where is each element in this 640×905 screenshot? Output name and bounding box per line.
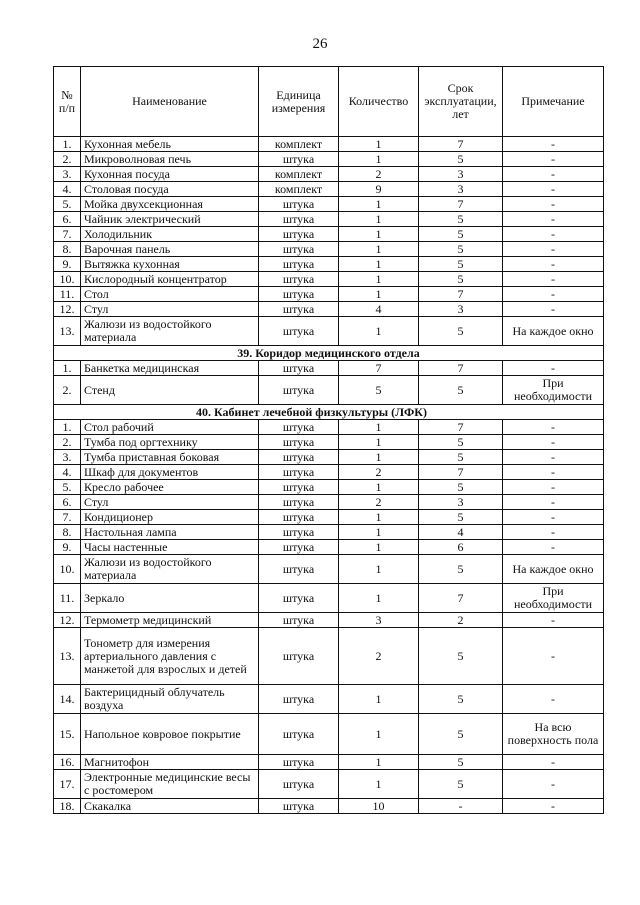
table-row bbox=[54, 613, 604, 628]
table-row bbox=[54, 540, 604, 555]
cell-life: 5 bbox=[419, 555, 503, 584]
cell-name: Стул bbox=[81, 495, 259, 510]
cell-life: 5 bbox=[419, 242, 503, 257]
header-life: Срок эксплуатации, лет bbox=[419, 67, 503, 137]
cell-life: 5 bbox=[419, 480, 503, 495]
cell-unit: штука bbox=[259, 376, 339, 405]
cell-name: Холодильник bbox=[81, 227, 259, 242]
table-row bbox=[54, 137, 604, 152]
cell-num: 5. bbox=[54, 480, 81, 495]
cell-note: - bbox=[503, 525, 604, 540]
cell-num: 11. bbox=[54, 287, 81, 302]
cell-life: 5 bbox=[419, 714, 503, 755]
cell-name: Чайник электрический bbox=[81, 212, 259, 227]
cell-num: 14. bbox=[54, 685, 81, 714]
cell-life: 3 bbox=[419, 182, 503, 197]
cell-num: 18. bbox=[54, 799, 81, 814]
cell-qty: 7 bbox=[339, 361, 419, 376]
cell-unit: штука bbox=[259, 317, 339, 346]
section-title: 40. Кабинет лечебной физкультуры (ЛФК) bbox=[54, 405, 604, 420]
cell-num: 4. bbox=[54, 182, 81, 197]
cell-qty: 2 bbox=[339, 465, 419, 480]
cell-qty: 1 bbox=[339, 685, 419, 714]
cell-qty: 2 bbox=[339, 495, 419, 510]
cell-num: 4. bbox=[54, 465, 81, 480]
cell-name: Кислородный концентратор bbox=[81, 272, 259, 287]
cell-qty: 1 bbox=[339, 540, 419, 555]
table-row bbox=[54, 555, 604, 584]
table-row bbox=[54, 227, 604, 242]
cell-unit: штука bbox=[259, 197, 339, 212]
table-row bbox=[54, 287, 604, 302]
cell-qty: 1 bbox=[339, 212, 419, 227]
cell-name: Стул bbox=[81, 302, 259, 317]
cell-unit: штука bbox=[259, 480, 339, 495]
cell-name: Напольное ковровое покрытие bbox=[81, 714, 259, 755]
table-row bbox=[54, 480, 604, 495]
cell-name: Столовая посуда bbox=[81, 182, 259, 197]
cell-note: - bbox=[503, 450, 604, 465]
cell-unit: штука bbox=[259, 495, 339, 510]
cell-note: - bbox=[503, 361, 604, 376]
cell-unit: штука bbox=[259, 540, 339, 555]
cell-qty: 1 bbox=[339, 420, 419, 435]
cell-life: 5 bbox=[419, 227, 503, 242]
cell-num: 6. bbox=[54, 212, 81, 227]
cell-note: - bbox=[503, 420, 604, 435]
cell-name: Кухонная посуда bbox=[81, 167, 259, 182]
cell-name: Стенд bbox=[81, 376, 259, 405]
table-row bbox=[54, 302, 604, 317]
cell-unit: штука bbox=[259, 257, 339, 272]
cell-unit: штука bbox=[259, 755, 339, 770]
table-row bbox=[54, 465, 604, 480]
cell-note: - bbox=[503, 257, 604, 272]
cell-unit: штука bbox=[259, 450, 339, 465]
cell-name: Шкаф для документов bbox=[81, 465, 259, 480]
cell-unit: штука bbox=[259, 510, 339, 525]
table-row bbox=[54, 714, 604, 755]
cell-note: - bbox=[503, 435, 604, 450]
cell-name: Варочная панель bbox=[81, 242, 259, 257]
cell-name: Микроволновая печь bbox=[81, 152, 259, 167]
table-row bbox=[54, 361, 604, 376]
table-row bbox=[54, 755, 604, 770]
cell-unit: штука bbox=[259, 613, 339, 628]
cell-life: 7 bbox=[419, 361, 503, 376]
cell-note: - bbox=[503, 242, 604, 257]
cell-qty: 9 bbox=[339, 182, 419, 197]
header-qty: Количество bbox=[339, 67, 419, 137]
cell-num: 1. bbox=[54, 137, 81, 152]
cell-life: 2 bbox=[419, 613, 503, 628]
table-row bbox=[54, 242, 604, 257]
cell-note: - bbox=[503, 197, 604, 212]
cell-num: 12. bbox=[54, 302, 81, 317]
cell-note: - bbox=[503, 465, 604, 480]
cell-qty: 3 bbox=[339, 613, 419, 628]
cell-unit: штука bbox=[259, 555, 339, 584]
cell-note: - bbox=[503, 540, 604, 555]
cell-unit: штука bbox=[259, 152, 339, 167]
section-heading-row bbox=[54, 405, 604, 420]
cell-unit: штука bbox=[259, 302, 339, 317]
cell-life: 3 bbox=[419, 495, 503, 510]
cell-num: 8. bbox=[54, 242, 81, 257]
cell-life: 7 bbox=[419, 420, 503, 435]
table-row bbox=[54, 197, 604, 212]
cell-qty: 1 bbox=[339, 197, 419, 212]
cell-unit: штука bbox=[259, 435, 339, 450]
cell-name: Банкетка медицинская bbox=[81, 361, 259, 376]
cell-qty: 4 bbox=[339, 302, 419, 317]
cell-note: - bbox=[503, 137, 604, 152]
cell-name: Настольная лампа bbox=[81, 525, 259, 540]
cell-name: Часы настенные bbox=[81, 540, 259, 555]
cell-qty: 1 bbox=[339, 525, 419, 540]
cell-num: 10. bbox=[54, 272, 81, 287]
cell-unit: штука bbox=[259, 628, 339, 685]
equipment-table bbox=[53, 66, 604, 814]
cell-qty: 1 bbox=[339, 287, 419, 302]
cell-name: Жалюзи из водостойкого материала bbox=[81, 317, 259, 346]
cell-name: Мойка двухсекционная bbox=[81, 197, 259, 212]
table-row bbox=[54, 450, 604, 465]
cell-note: На каждое окно bbox=[503, 317, 604, 346]
cell-num: 17. bbox=[54, 770, 81, 799]
table-row bbox=[54, 628, 604, 685]
cell-num: 15. bbox=[54, 714, 81, 755]
cell-num: 9. bbox=[54, 257, 81, 272]
cell-name: Бактерицидный облучатель воздуха bbox=[81, 685, 259, 714]
cell-qty: 2 bbox=[339, 628, 419, 685]
cell-qty: 1 bbox=[339, 755, 419, 770]
cell-unit: штука bbox=[259, 242, 339, 257]
cell-qty: 1 bbox=[339, 480, 419, 495]
cell-note: - bbox=[503, 480, 604, 495]
cell-unit: штука bbox=[259, 287, 339, 302]
header-unit: Единица измерения bbox=[259, 67, 339, 137]
cell-life: 3 bbox=[419, 167, 503, 182]
cell-unit: штука bbox=[259, 770, 339, 799]
cell-num: 2. bbox=[54, 152, 81, 167]
table-row bbox=[54, 376, 604, 405]
cell-qty: 2 bbox=[339, 167, 419, 182]
cell-qty: 1 bbox=[339, 770, 419, 799]
cell-note: - bbox=[503, 495, 604, 510]
table-row bbox=[54, 212, 604, 227]
cell-unit: штука bbox=[259, 714, 339, 755]
table-row bbox=[54, 167, 604, 182]
cell-unit: штука bbox=[259, 685, 339, 714]
header-note: Примечание bbox=[503, 67, 604, 137]
cell-note: - bbox=[503, 613, 604, 628]
cell-name: Вытяжка кухонная bbox=[81, 257, 259, 272]
cell-num: 1. bbox=[54, 361, 81, 376]
cell-num: 5. bbox=[54, 197, 81, 212]
cell-num: 12. bbox=[54, 613, 81, 628]
cell-note: - bbox=[503, 685, 604, 714]
cell-life: 5 bbox=[419, 272, 503, 287]
cell-life: 6 bbox=[419, 540, 503, 555]
cell-unit: штука bbox=[259, 799, 339, 814]
cell-unit: комплект bbox=[259, 137, 339, 152]
cell-name: Кресло рабочее bbox=[81, 480, 259, 495]
section-heading-row bbox=[54, 346, 604, 361]
header-num: № п/п bbox=[54, 67, 81, 137]
cell-name: Тумба приставная боковая bbox=[81, 450, 259, 465]
cell-num: 2. bbox=[54, 435, 81, 450]
cell-name: Стол рабочий bbox=[81, 420, 259, 435]
cell-life: 5 bbox=[419, 257, 503, 272]
table-row bbox=[54, 182, 604, 197]
table-row bbox=[54, 272, 604, 287]
cell-unit: штука bbox=[259, 420, 339, 435]
cell-life: 5 bbox=[419, 376, 503, 405]
cell-qty: 5 bbox=[339, 376, 419, 405]
cell-name: Тонометр для измерения артериального давления с манжетой для взрослых и детей bbox=[81, 628, 259, 685]
cell-life: 7 bbox=[419, 137, 503, 152]
table-row bbox=[54, 420, 604, 435]
cell-note: - bbox=[503, 152, 604, 167]
table-row bbox=[54, 495, 604, 510]
cell-qty: 1 bbox=[339, 450, 419, 465]
section-title: 39. Коридор медицинского отдела bbox=[54, 346, 604, 361]
cell-note: - bbox=[503, 755, 604, 770]
cell-num: 7. bbox=[54, 510, 81, 525]
cell-life: 5 bbox=[419, 152, 503, 167]
cell-life: 5 bbox=[419, 685, 503, 714]
cell-unit: комплект bbox=[259, 182, 339, 197]
cell-num: 16. bbox=[54, 755, 81, 770]
cell-life: 7 bbox=[419, 465, 503, 480]
cell-qty: 1 bbox=[339, 510, 419, 525]
cell-life: 5 bbox=[419, 628, 503, 685]
cell-name: Кондиционер bbox=[81, 510, 259, 525]
cell-life: 5 bbox=[419, 755, 503, 770]
cell-name: Электронные медицинские весы с ростомером bbox=[81, 770, 259, 799]
cell-unit: штука bbox=[259, 227, 339, 242]
cell-num: 1. bbox=[54, 420, 81, 435]
cell-life: 4 bbox=[419, 525, 503, 540]
cell-note: - bbox=[503, 272, 604, 287]
table-row bbox=[54, 770, 604, 799]
cell-unit: штука bbox=[259, 361, 339, 376]
cell-unit: штука bbox=[259, 272, 339, 287]
cell-name: Магнитофон bbox=[81, 755, 259, 770]
cell-qty: 1 bbox=[339, 435, 419, 450]
cell-life: 7 bbox=[419, 584, 503, 613]
cell-unit: штука bbox=[259, 465, 339, 480]
table-row bbox=[54, 584, 604, 613]
cell-unit: штука bbox=[259, 525, 339, 540]
header-name: Наименование bbox=[81, 67, 259, 137]
cell-num: 9. bbox=[54, 540, 81, 555]
table-row bbox=[54, 685, 604, 714]
table-row bbox=[54, 152, 604, 167]
cell-num: 13. bbox=[54, 317, 81, 346]
cell-life: 3 bbox=[419, 302, 503, 317]
cell-note: - bbox=[503, 770, 604, 799]
cell-note: На каждое окно bbox=[503, 555, 604, 584]
cell-name: Кухонная мебель bbox=[81, 137, 259, 152]
table-header bbox=[54, 67, 604, 137]
cell-unit: штука bbox=[259, 212, 339, 227]
cell-life: 5 bbox=[419, 212, 503, 227]
table-row bbox=[54, 525, 604, 540]
cell-name: Термометр медицинский bbox=[81, 613, 259, 628]
cell-note: - bbox=[503, 628, 604, 685]
cell-name: Зеркало bbox=[81, 584, 259, 613]
table-row bbox=[54, 257, 604, 272]
cell-qty: 1 bbox=[339, 257, 419, 272]
table-row bbox=[54, 435, 604, 450]
cell-qty: 1 bbox=[339, 317, 419, 346]
cell-num: 8. bbox=[54, 525, 81, 540]
cell-qty: 1 bbox=[339, 555, 419, 584]
cell-note: - bbox=[503, 510, 604, 525]
cell-life: 7 bbox=[419, 287, 503, 302]
cell-life: 5 bbox=[419, 770, 503, 799]
cell-unit: штука bbox=[259, 584, 339, 613]
table-row bbox=[54, 799, 604, 814]
cell-qty: 1 bbox=[339, 242, 419, 257]
cell-name: Стол bbox=[81, 287, 259, 302]
cell-num: 3. bbox=[54, 167, 81, 182]
cell-note: - bbox=[503, 302, 604, 317]
cell-life: - bbox=[419, 799, 503, 814]
cell-note: На всю поверхность пола bbox=[503, 714, 604, 755]
cell-note: - bbox=[503, 287, 604, 302]
cell-name: Тумба под оргтехнику bbox=[81, 435, 259, 450]
cell-qty: 1 bbox=[339, 137, 419, 152]
cell-life: 5 bbox=[419, 435, 503, 450]
cell-qty: 10 bbox=[339, 799, 419, 814]
cell-qty: 1 bbox=[339, 152, 419, 167]
cell-num: 7. bbox=[54, 227, 81, 242]
cell-name: Жалюзи из водостойкого материала bbox=[81, 555, 259, 584]
cell-note: - bbox=[503, 212, 604, 227]
cell-life: 7 bbox=[419, 197, 503, 212]
cell-num: 10. bbox=[54, 555, 81, 584]
cell-num: 11. bbox=[54, 584, 81, 613]
cell-life: 5 bbox=[419, 510, 503, 525]
cell-note: - bbox=[503, 227, 604, 242]
cell-note: - bbox=[503, 182, 604, 197]
cell-qty: 1 bbox=[339, 227, 419, 242]
table-body bbox=[54, 137, 604, 814]
page-number: 26 bbox=[312, 36, 328, 52]
cell-note: - bbox=[503, 167, 604, 182]
cell-num: 13. bbox=[54, 628, 81, 685]
table-row bbox=[54, 317, 604, 346]
cell-qty: 1 bbox=[339, 272, 419, 287]
cell-note: При необходимости bbox=[503, 584, 604, 613]
cell-life: 5 bbox=[419, 317, 503, 346]
cell-num: 2. bbox=[54, 376, 81, 405]
cell-note: При необходимости bbox=[503, 376, 604, 405]
cell-num: 6. bbox=[54, 495, 81, 510]
cell-num: 3. bbox=[54, 450, 81, 465]
cell-qty: 1 bbox=[339, 584, 419, 613]
table-row bbox=[54, 510, 604, 525]
cell-unit: комплект bbox=[259, 167, 339, 182]
cell-note: - bbox=[503, 799, 604, 814]
cell-life: 5 bbox=[419, 450, 503, 465]
cell-name: Скакалка bbox=[81, 799, 259, 814]
cell-qty: 1 bbox=[339, 714, 419, 755]
